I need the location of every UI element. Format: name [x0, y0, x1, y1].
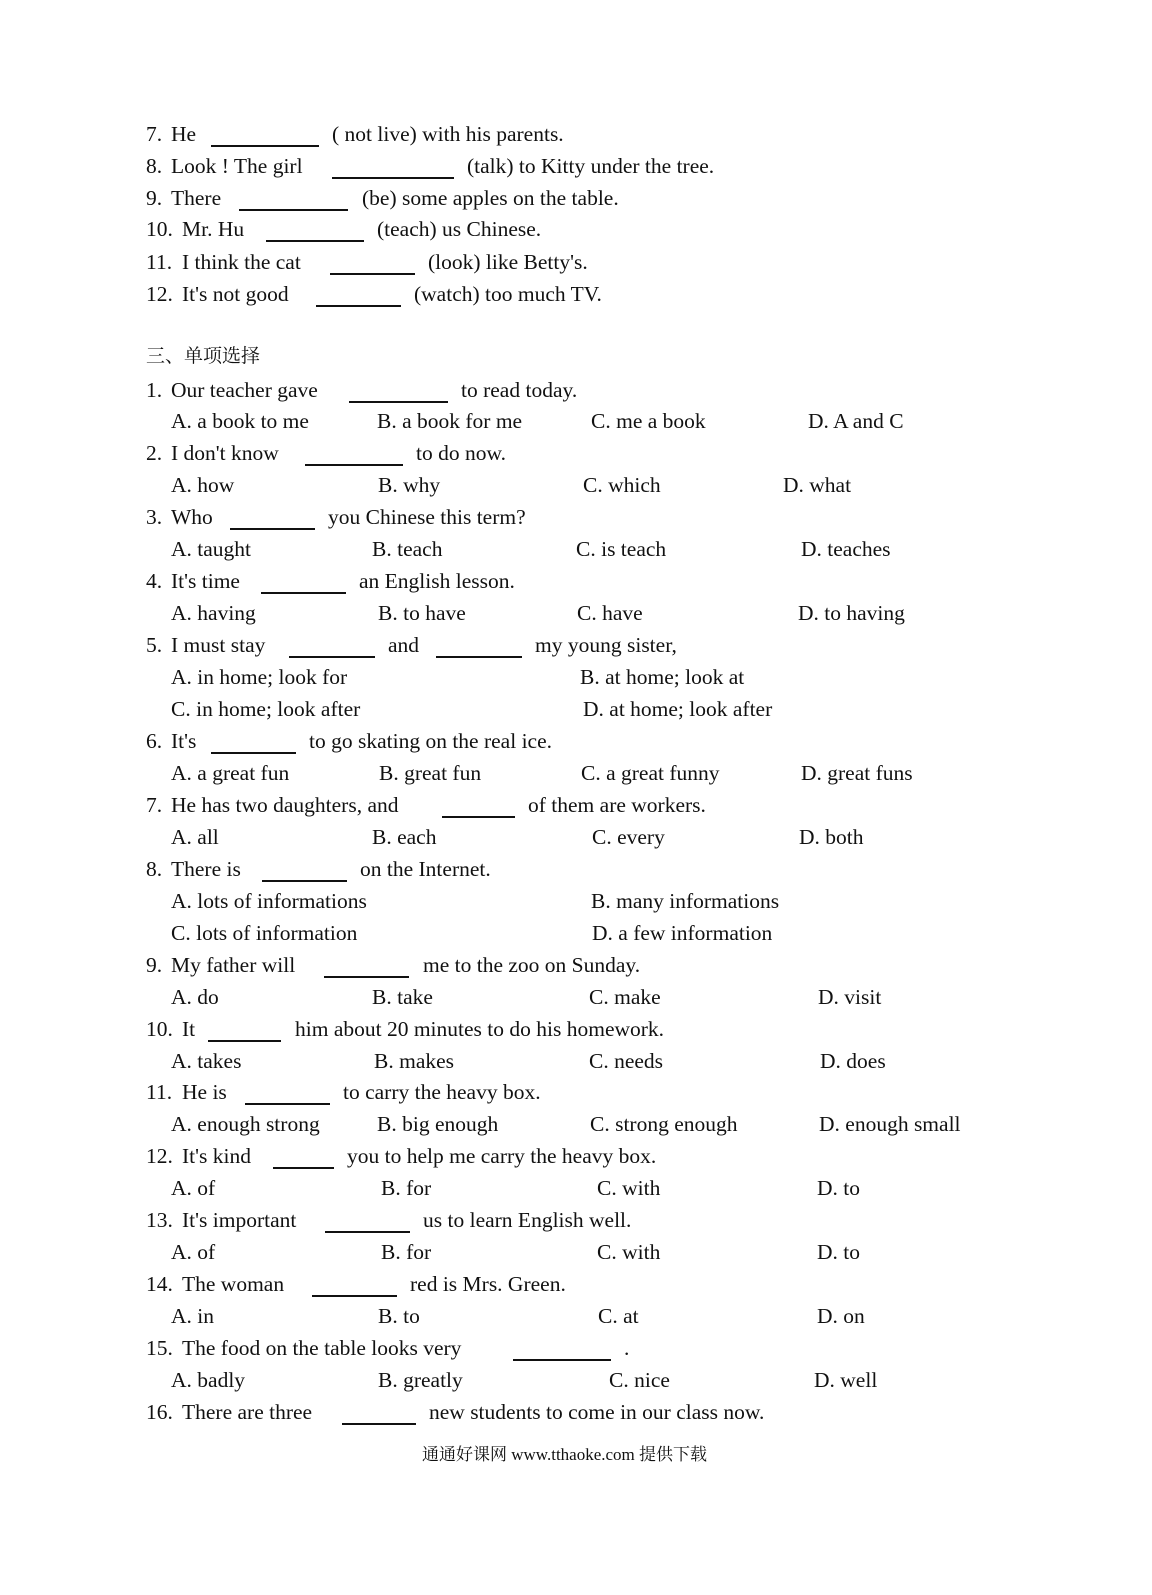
- question-number: 5.: [146, 633, 163, 657]
- item-text-before: He: [171, 122, 197, 146]
- question-text-after: my young sister,: [535, 633, 677, 657]
- option-c[interactable]: C. strong enough: [590, 1112, 738, 1136]
- option-c[interactable]: C. every: [592, 825, 665, 849]
- question-text-before: He is: [182, 1080, 227, 1104]
- question-text-after: to carry the heavy box.: [343, 1080, 541, 1104]
- option-a[interactable]: A. badly: [171, 1368, 246, 1392]
- answer-blank[interactable]: [513, 1359, 611, 1361]
- answer-blank[interactable]: [230, 528, 315, 530]
- question-text-after: to go skating on the real ice.: [309, 729, 552, 753]
- option-a[interactable]: A. a great fun: [171, 761, 290, 785]
- question-number: 10.: [146, 1017, 173, 1041]
- option-a[interactable]: A. a book to me: [171, 409, 309, 433]
- question-text-after: to do now.: [416, 441, 506, 465]
- question-text-before: I don't know: [171, 441, 279, 465]
- option-a[interactable]: A. how: [171, 473, 235, 497]
- answer-blank[interactable]: [324, 976, 409, 978]
- answer-blank[interactable]: [325, 1231, 410, 1233]
- option-b[interactable]: B. many informations: [591, 889, 780, 913]
- item-text-before: Mr. Hu: [182, 217, 245, 241]
- option-a[interactable]: A. enough strong: [171, 1112, 320, 1136]
- question-text-before: The food on the table looks very: [182, 1336, 462, 1360]
- question-text-middle: and: [388, 633, 420, 657]
- item-text-after: (watch) too much TV.: [414, 282, 602, 306]
- question-text-after: of them are workers.: [528, 793, 706, 817]
- question-number: 6.: [146, 729, 163, 753]
- answer-blank[interactable]: [266, 240, 364, 242]
- question-text-before: I must stay: [171, 633, 266, 657]
- option-c[interactable]: C. nice: [609, 1368, 670, 1392]
- option-d[interactable]: D. to: [817, 1176, 860, 1200]
- item-number: 12.: [146, 282, 173, 306]
- question-number: 9.: [146, 953, 163, 977]
- option-b[interactable]: B. why: [378, 473, 441, 497]
- item-text-after: (be) some apples on the table.: [362, 186, 619, 210]
- question-text-after: .: [624, 1336, 630, 1360]
- question-number: 13.: [146, 1208, 173, 1232]
- option-d[interactable]: D. both: [799, 825, 864, 849]
- answer-blank[interactable]: [261, 592, 346, 594]
- option-a[interactable]: A. in: [171, 1304, 214, 1328]
- option-d[interactable]: D. A and C: [808, 409, 904, 433]
- answer-blank[interactable]: [349, 401, 448, 403]
- item-text-after: (look) like Betty's.: [428, 250, 588, 274]
- question-text-before: Who: [171, 505, 213, 529]
- option-d[interactable]: D. to: [817, 1240, 860, 1264]
- answer-blank[interactable]: [330, 273, 415, 275]
- option-c[interactable]: C. make: [589, 985, 661, 1009]
- answer-blank[interactable]: [245, 1103, 330, 1105]
- option-d[interactable]: D. what: [783, 473, 852, 497]
- question-text-after: me to the zoo on Sunday.: [423, 953, 641, 977]
- question-text-after: new students to come in our class now.: [429, 1400, 765, 1424]
- option-c[interactable]: C. with: [597, 1240, 661, 1264]
- item-text-before: Look ! The girl: [171, 154, 303, 178]
- question-text-after: us to learn English well.: [423, 1208, 632, 1232]
- question-text-after: him about 20 minutes to do his homework.: [295, 1017, 665, 1041]
- option-c[interactable]: C. a great funny: [581, 761, 720, 785]
- question-number: 1.: [146, 378, 163, 402]
- question-number: 8.: [146, 857, 163, 881]
- answer-blank[interactable]: [211, 752, 296, 754]
- option-a[interactable]: A. takes: [171, 1049, 242, 1073]
- item-number: 9.: [146, 186, 163, 210]
- item-number: 8.: [146, 154, 163, 178]
- question-text-before: It's important: [182, 1208, 297, 1232]
- question-text-before: It: [182, 1017, 196, 1041]
- option-d[interactable]: D. a few information: [592, 921, 773, 945]
- option-b[interactable]: B. to: [378, 1304, 420, 1328]
- option-a[interactable]: A. do: [171, 985, 219, 1009]
- question-number: 16.: [146, 1400, 173, 1424]
- section-title: 三、单项选择: [146, 345, 261, 367]
- answer-blank[interactable]: [273, 1167, 334, 1169]
- option-b[interactable]: B. each: [372, 825, 437, 849]
- option-c[interactable]: C. have: [577, 601, 643, 625]
- footer-text: 通通好课网 www.tthaoke.com 提供下载: [422, 1445, 708, 1464]
- option-a[interactable]: A. lots of informations: [171, 889, 367, 913]
- option-a[interactable]: A. all: [171, 825, 219, 849]
- option-a[interactable]: A. taught: [171, 537, 252, 561]
- question-text-after: to read today.: [461, 378, 578, 402]
- option-d[interactable]: D. enough small: [819, 1112, 961, 1136]
- option-d[interactable]: D. great funs: [801, 761, 913, 785]
- answer-blank[interactable]: [208, 1040, 281, 1042]
- item-number: 11.: [146, 250, 173, 274]
- question-text-before: Our teacher gave: [171, 378, 318, 402]
- question-number: 15.: [146, 1336, 173, 1360]
- option-b[interactable]: B. greatly: [378, 1368, 463, 1392]
- option-b[interactable]: B. great fun: [379, 761, 482, 785]
- answer-blank[interactable]: [316, 305, 401, 307]
- option-b[interactable]: B. makes: [374, 1049, 455, 1073]
- item-text-before: I think the cat: [182, 250, 301, 274]
- option-c[interactable]: C. at: [598, 1304, 639, 1328]
- option-b[interactable]: B. for: [381, 1176, 432, 1200]
- option-d[interactable]: D. visit: [818, 985, 882, 1009]
- option-a[interactable]: A. having: [171, 601, 256, 625]
- option-b[interactable]: B. teach: [372, 537, 443, 561]
- option-d[interactable]: D. well: [814, 1368, 878, 1392]
- option-d[interactable]: D. to having: [798, 601, 905, 625]
- option-b[interactable]: B. big enough: [377, 1112, 499, 1136]
- question-text-after: red is Mrs. Green.: [410, 1272, 566, 1296]
- answer-blank[interactable]: [312, 1295, 397, 1297]
- option-c[interactable]: C. which: [583, 473, 661, 497]
- question-text-after: on the Internet.: [360, 857, 491, 881]
- question-number: 12.: [146, 1144, 173, 1168]
- question-number: 2.: [146, 441, 163, 465]
- option-d[interactable]: D. on: [817, 1304, 865, 1328]
- question-text-after: you to help me carry the heavy box.: [347, 1144, 657, 1168]
- option-a[interactable]: A. in home; look for: [171, 665, 348, 689]
- item-text-before: It's not good: [182, 282, 289, 306]
- answer-blank[interactable]: [211, 145, 319, 147]
- option-d[interactable]: D. at home; look after: [583, 697, 773, 721]
- question-text-before: He has two daughters, and: [171, 793, 399, 817]
- question-number: 14.: [146, 1272, 173, 1296]
- option-a[interactable]: A. of: [171, 1176, 216, 1200]
- option-b[interactable]: B. take: [372, 985, 433, 1009]
- option-d[interactable]: D. teaches: [801, 537, 891, 561]
- answer-blank[interactable]: [289, 656, 375, 658]
- question-text-before: It's kind: [182, 1144, 251, 1168]
- option-c[interactable]: C. in home; look after: [171, 697, 361, 721]
- item-text-after: (teach) us Chinese.: [377, 217, 542, 241]
- question-text-before: There are three: [182, 1400, 313, 1424]
- question-text-before: The woman: [182, 1272, 285, 1296]
- option-c[interactable]: C. me a book: [591, 409, 706, 433]
- option-a[interactable]: A. of: [171, 1240, 216, 1264]
- question-text-before: It's: [171, 729, 197, 753]
- item-text-after: ( not live) with his parents.: [332, 122, 564, 146]
- question-number: 3.: [146, 505, 163, 529]
- option-b[interactable]: B. at home; look at: [580, 665, 745, 689]
- option-c[interactable]: C. with: [597, 1176, 661, 1200]
- item-number: 7.: [146, 122, 163, 146]
- item-text-after: (talk) to Kitty under the tree.: [467, 154, 715, 178]
- question-text-before: There is: [171, 857, 241, 881]
- option-c[interactable]: C. lots of information: [171, 921, 358, 945]
- question-number: 4.: [146, 569, 163, 593]
- answer-blank[interactable]: [305, 464, 403, 466]
- answer-blank[interactable]: [436, 656, 522, 658]
- question-number: 11.: [146, 1080, 173, 1104]
- item-number: 10.: [146, 217, 173, 241]
- answer-blank[interactable]: [442, 816, 515, 818]
- option-b[interactable]: B. a book for me: [377, 409, 523, 433]
- answer-blank[interactable]: [239, 209, 348, 211]
- question-text-after: an English lesson.: [359, 569, 515, 593]
- option-c[interactable]: C. needs: [589, 1049, 664, 1073]
- item-text-before: There: [171, 186, 222, 210]
- option-b[interactable]: B. for: [381, 1240, 432, 1264]
- question-text-before: It's time: [171, 569, 240, 593]
- question-text-before: My father will: [171, 953, 296, 977]
- option-d[interactable]: D. does: [820, 1049, 886, 1073]
- option-b[interactable]: B. to have: [378, 601, 466, 625]
- option-c[interactable]: C. is teach: [576, 537, 667, 561]
- question-text-after: you Chinese this term?: [328, 505, 526, 529]
- answer-blank[interactable]: [332, 177, 454, 179]
- answer-blank[interactable]: [262, 880, 347, 882]
- answer-blank[interactable]: [342, 1423, 416, 1425]
- question-number: 7.: [146, 793, 163, 817]
